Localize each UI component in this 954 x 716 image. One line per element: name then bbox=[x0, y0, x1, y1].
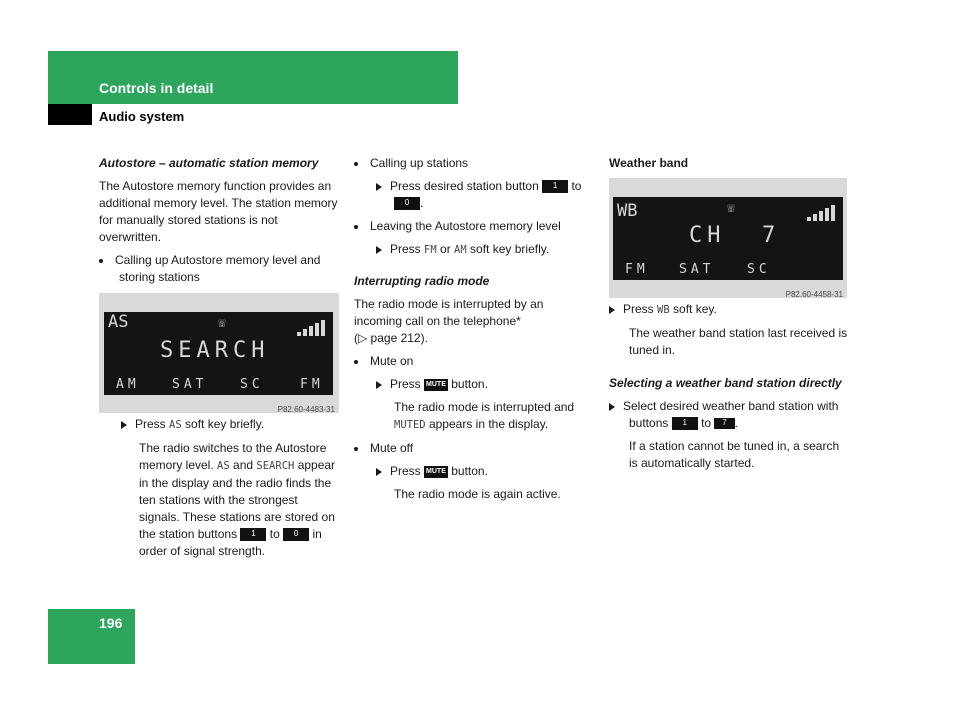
station-button-0: 0 bbox=[283, 528, 309, 541]
bullet-mute-off: Mute off bbox=[354, 440, 589, 457]
subsection-title: Audio system bbox=[99, 109, 185, 124]
station-button-0: 0 bbox=[394, 197, 420, 210]
figure-code: P82.60-4483-31 bbox=[277, 405, 335, 414]
softkey-sat[interactable]: SAT bbox=[679, 262, 715, 277]
station-button-1: 1 bbox=[240, 528, 266, 541]
weather-display-figure bbox=[609, 178, 847, 298]
weather-heading: Weather band bbox=[609, 156, 689, 170]
fallback-text: If a station cannot be tuned in, a search is automatically started. bbox=[629, 439, 840, 470]
lcd-screen bbox=[613, 197, 843, 280]
softkey-am[interactable]: AM bbox=[116, 377, 140, 392]
step-press-mute-off: Press MUTE button. bbox=[354, 463, 589, 480]
autostore-heading: Autostore – automatic station memory bbox=[99, 156, 319, 170]
page-reference-link[interactable]: (▷ page 212). bbox=[354, 331, 428, 345]
column-3 bbox=[609, 155, 849, 172]
column-2 bbox=[354, 155, 589, 503]
bullet-leaving: Leaving the Autostore memory level bbox=[354, 218, 589, 235]
bullet-autostore: Calling up Autostore memory level and storing stations bbox=[99, 252, 339, 286]
mute-button: MUTE bbox=[424, 379, 448, 391]
lcd-top-left: AS bbox=[108, 312, 129, 332]
autostore-intro: The Autostore memory function provides an additional memory level. The station memory for manually stored stations is not overwritten. bbox=[99, 179, 338, 244]
step-press-fm-am: Press FM or AM soft key briefly. bbox=[354, 241, 589, 259]
station-button-1: 1 bbox=[542, 180, 568, 193]
phone-icon: ☏ bbox=[727, 201, 735, 216]
phone-icon: ☏ bbox=[218, 316, 226, 331]
step-press-desired: Press desired station button 1 to 0 . bbox=[354, 178, 589, 212]
active-result: The radio mode is again active. bbox=[394, 487, 561, 501]
autostore-display-figure bbox=[99, 293, 339, 413]
step-arrow bbox=[121, 421, 127, 429]
column-1-steps bbox=[99, 416, 339, 560]
interrupt-text: The radio mode is interrupted by an incoming call on the telephone* (▷ page 212). bbox=[354, 297, 544, 345]
station-button-1: 1 bbox=[672, 417, 698, 430]
step-press-mute: Press MUTE button. bbox=[354, 376, 589, 393]
mute-result: The radio mode is interrupted and MUTED appears in the display. bbox=[394, 400, 575, 431]
section-title: Controls in detail bbox=[99, 80, 214, 96]
softkey-fm[interactable]: FM bbox=[300, 377, 324, 392]
softkey-sc[interactable]: SC bbox=[747, 262, 771, 277]
subsection-marker bbox=[48, 104, 92, 125]
select-heading: Selecting a weather band station directly bbox=[609, 376, 842, 390]
interrupt-heading: Interrupting radio mode bbox=[354, 274, 490, 288]
station-button-7: 7 PQRS bbox=[714, 418, 734, 429]
figure-code: P82.60-4458-31 bbox=[785, 290, 843, 299]
lcd-main-text: CH 7 bbox=[689, 223, 781, 248]
step-press-as: Press AS soft key briefly. bbox=[99, 416, 339, 434]
lcd-main-text: SEARCH bbox=[160, 338, 270, 363]
lcd-screen bbox=[104, 312, 333, 395]
softkey-fm[interactable]: FM bbox=[625, 262, 649, 277]
page-number: 196 bbox=[99, 615, 123, 631]
bullet-mute-on: Mute on bbox=[354, 353, 589, 370]
softkey-sc[interactable]: SC bbox=[240, 377, 264, 392]
bullet-dot bbox=[99, 259, 103, 263]
wb-result: The weather band station last received is tuned in. bbox=[629, 326, 848, 357]
signal-strength-icon bbox=[297, 320, 327, 336]
bullet-calling: Calling up stations bbox=[354, 155, 589, 172]
step-select-station: Select desired weather band station with buttons 1 to 7 PQRS. bbox=[609, 398, 849, 432]
softkey-sat[interactable]: SAT bbox=[172, 377, 208, 392]
column-3-steps bbox=[609, 301, 849, 472]
mute-button: MUTE bbox=[424, 466, 448, 478]
lcd-top-left: WB bbox=[617, 201, 638, 221]
step-press-wb: Press WB soft key. bbox=[609, 301, 849, 319]
column-1 bbox=[99, 155, 339, 286]
autostore-result: The radio switches to the Autostore memory level. AS and SEARCH appear in the display and the radio finds the ten stations with the strongest signals. These stations are stored on the station buttons 1 to 0 in order of signal strength. bbox=[139, 441, 336, 558]
signal-strength-icon bbox=[807, 205, 837, 221]
